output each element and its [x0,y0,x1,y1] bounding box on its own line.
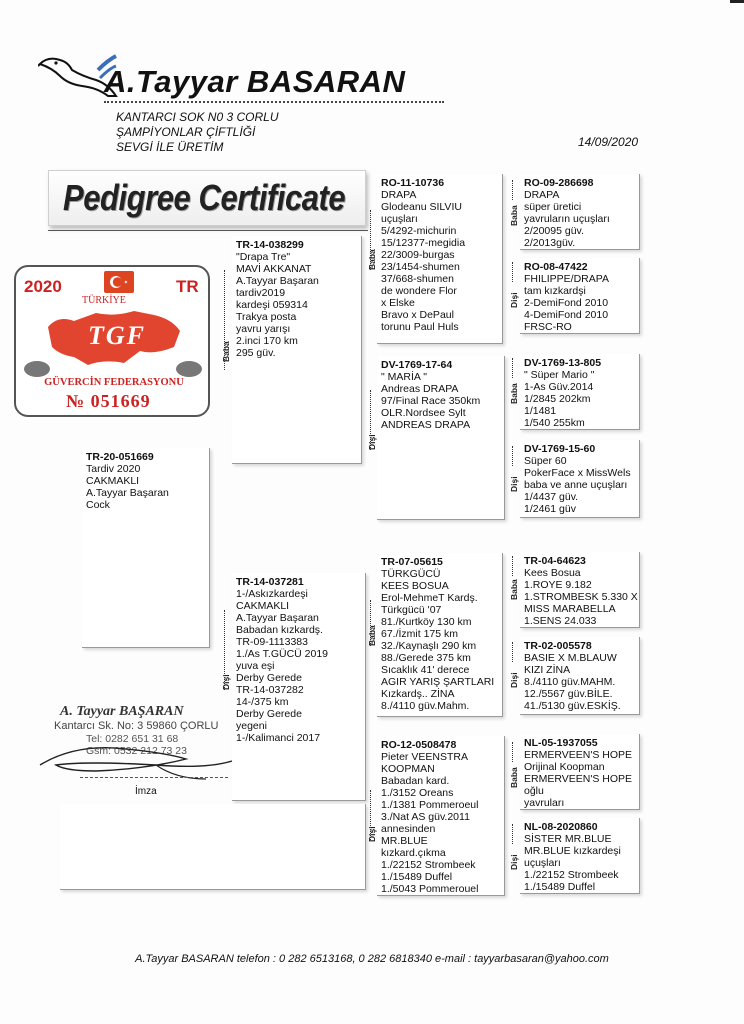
signature-label: İmza [135,786,157,797]
info-line: 1./22152 Strombeek [381,859,476,871]
info-line: yavruları [524,797,565,809]
ssd-connector [512,262,513,282]
info-line: Bravo x DePaul [381,309,454,321]
ring-number: DV-1769-15-60 [524,443,596,455]
info-line: DRAPA [524,189,560,201]
info-line: 1./1381 Pommeroeul [381,799,479,811]
dam-sire-box [377,553,503,717]
stamp-federation: GÜVERCİN FEDERASYONU [44,377,184,388]
ddd-label: Dişi [509,854,519,870]
info-line: 1./15489 Duffel [524,881,596,893]
info-line: kardeşi 059314 [236,299,308,311]
info-line: ANDREAS DRAPA [381,419,471,431]
info-line: OLR.Nordsee Sylt [381,407,466,419]
signature-stamp-address: Kantarcı Sk. No: 3 59860 ÇORLU [54,720,219,732]
info-line: 67./İzmit 175 km [381,628,459,640]
info-line: Andreas DRAPA [381,383,459,395]
signature-stamp-name: A. Tayyar BAŞARAN [60,704,184,719]
notes-box [60,804,366,890]
info-line: Türkgücü '07 [381,604,442,616]
info-line: Süper 60 [524,455,567,467]
stamp-number: № 051669 [66,391,151,411]
info-line: 81./Kurtköy 130 km [381,616,472,628]
dam-dam-sire-box [520,734,640,810]
info-line: annesinden [381,823,436,835]
info-line: AGIR YARIŞ ŞARTLARI [381,676,495,688]
info-line: tam kızkardşi [524,285,586,297]
ring-number: TR-14-037281 [236,576,304,588]
info-line: 1./15489 Duffel [381,871,453,883]
ring-number: RO-08-47422 [524,261,588,273]
address-line-1: KANTARCI SOK N0 3 CORLU [116,110,279,124]
info-line: 22/3009-burgas [381,249,455,261]
ring-number: NL-05-1937055 [524,737,598,749]
info-line: "Drapa Tre" [236,251,291,263]
sire-sire-sire-box [520,174,640,250]
info-line: 23/1454-shumen [381,261,460,273]
info-line: yavruların uçuşları [524,213,610,225]
info-line: Kızkardş.. ZİNA [381,688,455,700]
dss-connector [512,556,513,576]
info-line: 5/4292-michurin [381,225,457,237]
info-line: 4-DemiFond 2010 [524,309,609,321]
info-line: Cock [86,499,110,511]
info-line: DRAPA [381,189,417,201]
info-line: 8./4110 güv.MAHM. [524,676,616,688]
info-line: A.Tayyar Başaran [236,612,319,624]
info-line: 1/540 255km [524,417,585,429]
info-line: 1./5043 Pommerouel [381,883,479,895]
stamp-logo: TGF [88,321,146,350]
brand-underline [104,101,444,103]
info-line: KEES BOSUA [381,580,449,592]
sds-label: Baba [509,383,519,404]
info-line: 2.inci 170 km [236,335,298,347]
dam-dam-dam-box [520,818,640,894]
info-line: tardiv2019 [236,287,286,299]
info-line: 1.ROYE 9.182 [524,579,592,591]
dsd-connector [512,642,513,662]
dam-sire-sire-box [520,552,640,628]
dam-label: Dişi [221,674,231,690]
address-line-2: ŞAMPİYONLAR ÇİFTLİĞİ [116,125,256,139]
dsd-label: Dişi [509,672,519,688]
info-line: 88./Gerede 375 km [381,652,471,664]
info-line: A.Tayyar Başaran [236,275,319,287]
ds-label: Baba [367,625,377,646]
address-line-3: SEVGİ İLE ÜRETİM [116,140,224,154]
certificate-date: 14/09/2020 [578,135,639,149]
dds-label: Baba [509,767,519,788]
info-line: yavru yarışı [236,323,291,335]
info-line: x Elske [381,297,415,309]
info-line: 1/2845 202km [524,393,591,405]
info-line: A.Tayyar Başaran [86,487,169,499]
ddd-connector [512,824,513,844]
dam-box [232,573,366,801]
info-line: 41./5130 güv.ESKİŞ. [524,700,621,712]
info-line: torunu Paul Huls [381,321,459,333]
info-line: " Süper Mario " [524,369,595,381]
info-line: Trakya posta [236,311,297,323]
ring-number: TR-07-05615 [381,556,443,568]
info-line: Pieter VEENSTRA [381,751,468,763]
dss-label: Baba [509,579,519,600]
sd-label: Dişi [367,434,377,450]
dam-dam-box [377,736,505,896]
sdd-label: Dişi [509,476,519,492]
ring-number: NL-08-2020860 [524,821,598,833]
ring-number: DV-1769-17-64 [381,359,453,371]
info-line: 2/2013güv. [524,237,576,249]
info-line: Derby Gerede [236,672,302,684]
brand-title: A.Tayyar BASARAN [104,64,406,99]
info-line: ERMERVEEN'S HOPE [524,749,633,761]
stamp-country: TÜRKİYE [82,295,126,306]
info-line: MAVİ AKKANAT [236,263,312,275]
info-line: Orijinal Koopman [524,761,605,773]
info-line: BASIE X M.BLAUW [524,652,617,664]
sire-label: Baba [221,341,231,362]
info-line: de wondere Flor [381,285,457,297]
info-line: KOOPMAN [381,763,435,775]
info-line: 1./3152 Oreans [381,787,454,799]
ring-number: TR-20-051669 [86,451,154,463]
info-line: Glodeanu SILVIU [381,201,462,213]
info-line: 37/668-shumen [381,273,454,285]
ring-number: DV-1769-13-805 [524,357,602,369]
info-line: 1/4437 güv. [524,491,579,503]
info-line: TR-14-037282 [236,684,304,696]
stamp-country-code: TR [176,277,199,296]
info-line: süper üretici [524,201,582,213]
pigeon-badge-icon [176,361,202,377]
corner-mark [730,0,744,3]
info-line: 32./Kaynaşlı 290 km [381,640,477,652]
info-line: 1.STROMBESK 5.330 X [524,591,638,603]
sds-connector [512,358,513,378]
sire-dam-box [377,356,505,520]
info-line: Derby Gerede [236,708,302,720]
sire-sire-box [377,174,503,344]
info-line: Tardiv 2020 [86,463,141,475]
dds-connector [512,742,513,762]
info-line: 295 güv. [236,347,276,359]
ss-label: Baba [367,249,377,270]
info-line: SİSTER MR.BLUE [524,833,612,845]
info-line: baba ve anne uçuşları [524,479,628,491]
subject-box [82,448,210,648]
info-line: MISS MARABELLA [524,603,616,615]
ring-number: TR-02-005578 [524,640,592,652]
stamp-year: 2020 [24,277,62,296]
info-line: FRSC-RO [524,321,572,333]
signature-line [80,777,228,778]
info-line: Erol-MehmeT Kardş. [381,592,478,604]
ssd-label: Dişi [509,292,519,308]
info-line: KIZI ZİNA [524,664,571,676]
sire-sire-dam-box [520,258,640,334]
info-line: Babadan kard. [381,775,450,787]
dam-sire-dam-box [520,637,640,715]
dd-label: Dişi [367,826,377,842]
sire-box [232,236,362,464]
info-line: 1/1481 [524,405,557,417]
footer-contact: A.Tayyar BASARAN telefon : 0 282 6513168, 0 282 6818340 e-mail : tayyarbasaran@yahoo.com [135,953,609,965]
ring-number: RO-09-286698 [524,177,594,189]
info-line: 1.SENS 24.033 [524,615,597,627]
info-line: Sıcaklık 41' derece [381,664,470,676]
info-line: PokerFace x MissWels [524,467,631,479]
info-line: oğlu [524,785,544,797]
signature-stamp-gsm: Gsm: 0532 212 73 23 [86,745,187,757]
info-line: 2-DemiFond 2010 [524,297,609,309]
info-line: TR-09-1113383 [236,636,308,648]
info-line: 1/2461 güv [524,503,576,515]
info-line: 12./5567 güv.BİLE. [524,688,613,700]
info-line: " MARİA " [381,371,427,383]
info-line: kızkard.çıkma [381,847,446,859]
info-line: ERMERVEEN'S HOPE [524,773,633,785]
info-line: CAKMAKLI [86,475,140,487]
info-line: TÜRKGÜCÜ [381,568,441,580]
info-line: FHILIPPE/DRAPA [524,273,609,285]
ring-number: TR-14-038299 [236,239,304,251]
info-line: Babadan kızkardş. [236,624,323,636]
info-line: Kees Bosua [524,567,581,579]
info-line: MR.BLUE [381,835,428,847]
ring-number: RO-11-10736 [381,177,445,189]
info-line: 1./As T.GÜCÜ 2019 [236,648,329,660]
sire-dam-dam-box [520,440,640,518]
info-line: 15/12377-megidia [381,237,466,249]
info-line: yegeni [236,720,267,732]
federation-stamp [14,265,210,417]
turkish-flag-icon [104,271,134,293]
ring-number: RO-12-0508478 [381,739,457,751]
info-line: MR.BLUE kızkardeşi [524,845,621,857]
ring-number: TR-04-64623 [524,555,586,567]
info-line: 14-/375 km [236,696,289,708]
info-line: CAKMAKLI [236,600,290,612]
info-line: yuva eşi [236,660,275,672]
info-line: 1-/Kalimanci 2017 [236,732,321,744]
signature-stamp-tel: Tel: 0282 651 31 68 [86,733,179,745]
title-underline [48,230,368,231]
info-line: 8./4110 güv.Mahm. [381,700,470,712]
info-line: 1-As Güv.2014 [524,381,594,393]
sdd-connector [512,446,513,466]
info-line: uçuşları [524,857,561,869]
info-line: 3./Nat AS güv.2011 [381,811,470,823]
info-line: 1./22152 Strombeek [524,869,619,881]
sss-label: Baba [509,205,519,226]
certificate-title: Pedigree Certificate [63,177,346,218]
sss-connector [512,180,513,200]
pigeon-badge-icon [24,361,50,377]
info-line: 97/Final Race 350km [381,395,481,407]
info-line: uçuşları [381,213,418,225]
info-line: 2/20095 güv. [524,225,584,237]
sire-dam-sire-box [520,354,640,430]
info-line: 1-/Askızkardeşi [236,588,308,600]
title-banner [48,170,366,226]
